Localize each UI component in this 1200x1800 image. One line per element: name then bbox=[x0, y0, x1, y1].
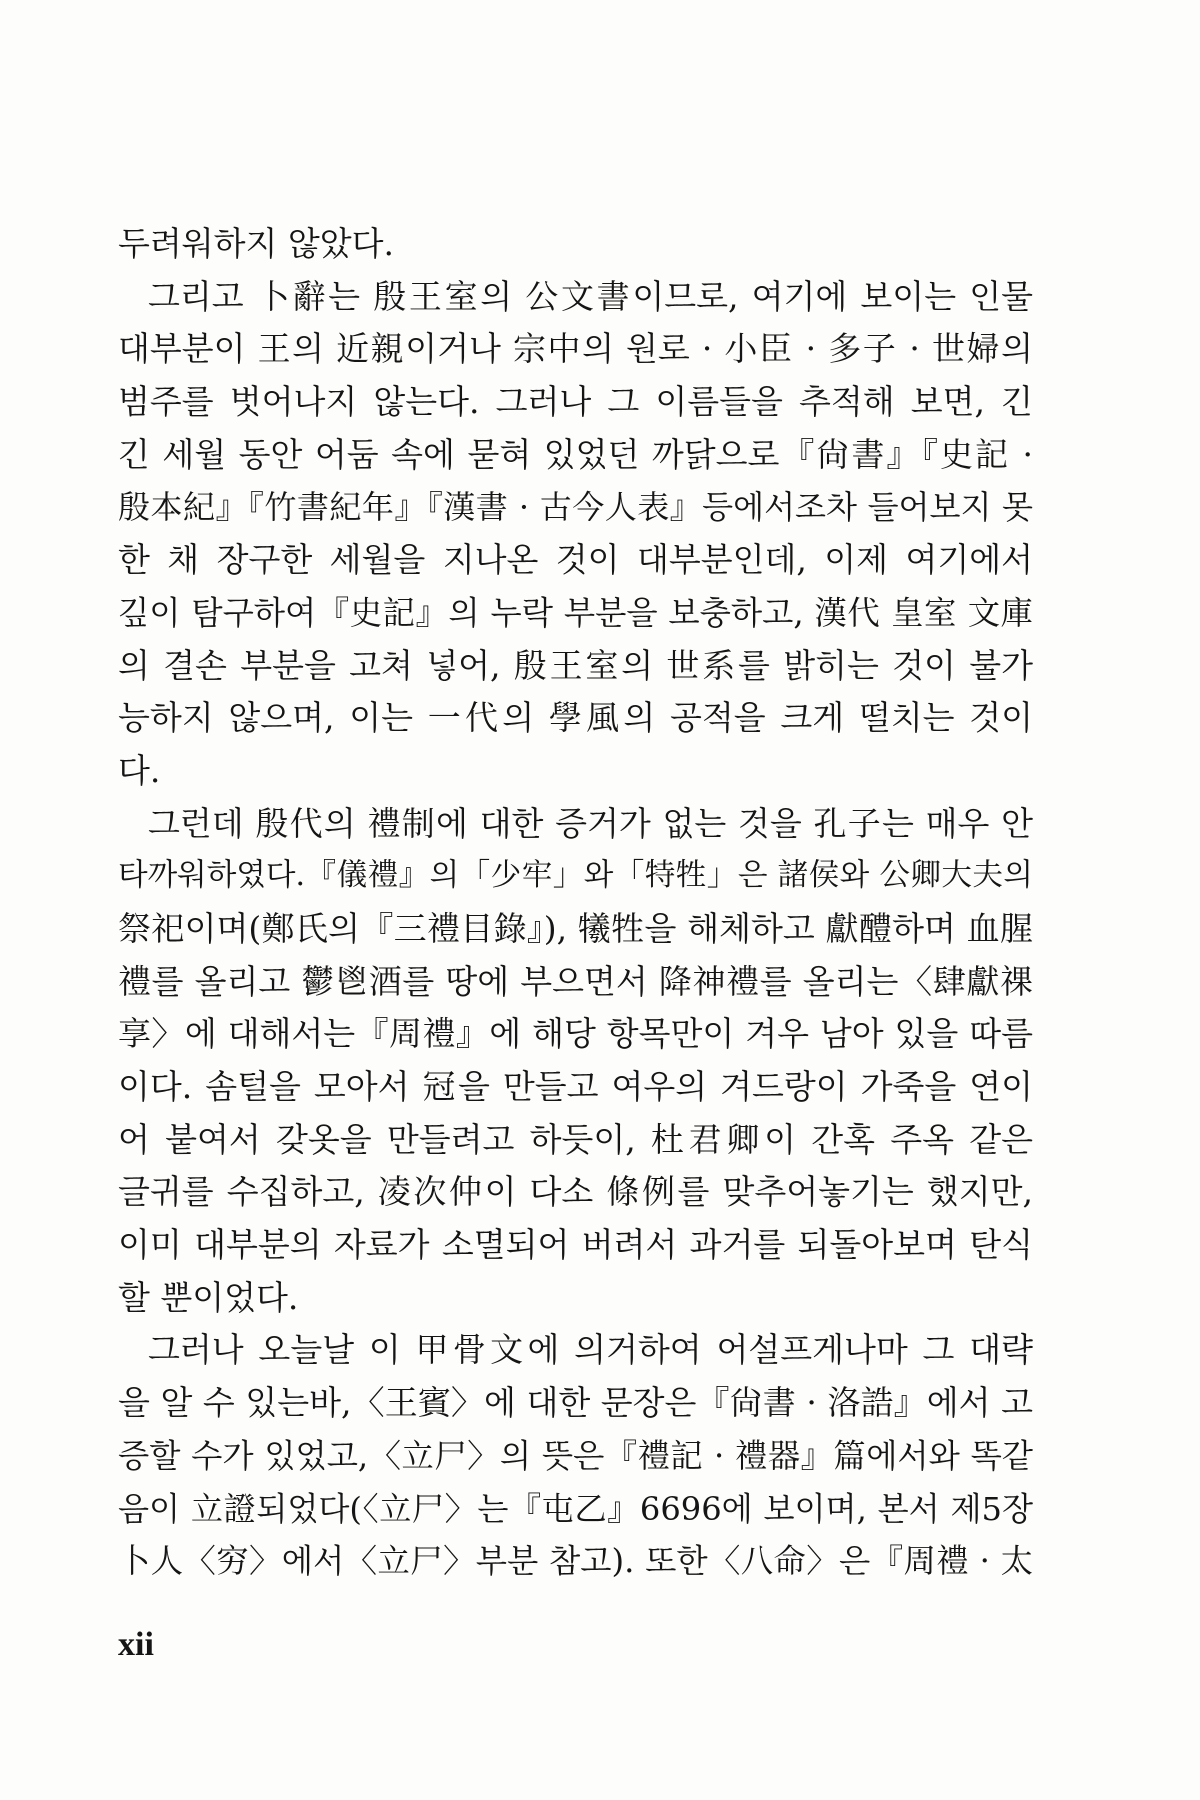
text-line: 범주를 벗어나지 않는다. 그러나 그 이름들을 추적해 보면, 긴 bbox=[118, 382, 1033, 422]
text-line: 글귀를 수집하고, 凌次仲이 다소 條例를 맞추어놓기는 했지만, bbox=[118, 1172, 1033, 1212]
text-line: 대부분이 王의 近親이거나 宗中의 원로 · 小臣 · 多子 · 世婦의 bbox=[118, 329, 1033, 369]
text-line: 할 뿐이었다. bbox=[118, 1277, 299, 1317]
text-line: 증할 수가 있었고,〈立尸〉의 뜻은『禮記 · 禮器』篇에서와 똑같 bbox=[118, 1436, 1033, 1475]
text-line: 이다. 솜털을 모아서 冠을 만들고 여우의 겨드랑이 가죽을 연이 bbox=[118, 1067, 1033, 1106]
body-text bbox=[118, 218, 1033, 1588]
text-line: 이미 대부분의 자료가 소멸되어 버려서 과거를 되돌아보며 탄식 bbox=[118, 1225, 1033, 1265]
text-line: 그리고 卜辭는 殷王室의 公文書이므로, 여기에 보이는 인물 bbox=[148, 276, 1033, 316]
text-line: 한 채 장구한 세월을 지나온 것이 대부분인데, 이제 여기에서 bbox=[118, 540, 1033, 580]
text-line: 긴 세월 동안 어둠 속에 묻혀 있었던 까닭으로『尙書』『史記 · bbox=[118, 434, 1033, 474]
text-line: 을 알 수 있는바,〈王賓〉에 대한 문장은『尙書 · 洛誥』에서 고 bbox=[118, 1383, 1033, 1423]
text-line: 殷本紀』『竹書紀年』『漢書 · 古今人表』등에서조차 들어보지 못 bbox=[118, 488, 1033, 527]
text-line: 의 결손 부분을 고쳐 넣어, 殷王室의 世系를 밝히는 것이 불가 bbox=[118, 645, 1033, 685]
text-line: 禮를 올리고 鬱鬯酒를 땅에 부으면서 降神禮를 올리는〈肆獻祼 bbox=[118, 961, 1033, 1001]
text-line: 어 붙여서 갖옷을 만들려고 하듯이, 杜君卿이 간혹 주옥 같은 bbox=[118, 1119, 1033, 1159]
text-line: 음이 立證되었다(〈立尸〉는『屯乙』6696에 보이며, 본서 제5장 bbox=[118, 1489, 1033, 1528]
text-line: 그런데 殷代의 禮制에 대한 증거가 없는 것을 孔子는 매우 안 bbox=[148, 803, 1033, 843]
page-number: xii bbox=[118, 1626, 154, 1663]
text-line: 두려워하지 않았다. bbox=[118, 224, 395, 263]
text-line: 卜人〈穷〉에서〈立尸〉부분 참고). 또한〈八命〉은『周禮 · 太 bbox=[118, 1542, 1033, 1581]
text-line: 다. bbox=[118, 750, 161, 790]
text-line: 깊이 탐구하여『史記』의 누락 부분을 보충하고, 漢代 皇室 文庫 bbox=[118, 593, 1033, 632]
text-line: 타까워하였다.『儀禮』의「少牢」와「特牲」은 諸侯와 公卿大夫의 bbox=[118, 858, 1033, 894]
text-line: 그러나 오늘날 이 甲骨文에 의거하여 어설프게나마 그 대략 bbox=[148, 1330, 1033, 1370]
text-line: 祭祀이며(鄭氏의『三禮目錄』), 犧牲을 해체하고 獻醴하며 血腥 bbox=[118, 908, 1033, 948]
text-line: 享〉에 대해서는『周禮』에 해당 항목만이 겨우 남아 있을 따름 bbox=[118, 1014, 1033, 1054]
text-line: 능하지 않으며, 이는 一代의 學風의 공적을 크게 떨치는 것이 bbox=[118, 698, 1033, 738]
